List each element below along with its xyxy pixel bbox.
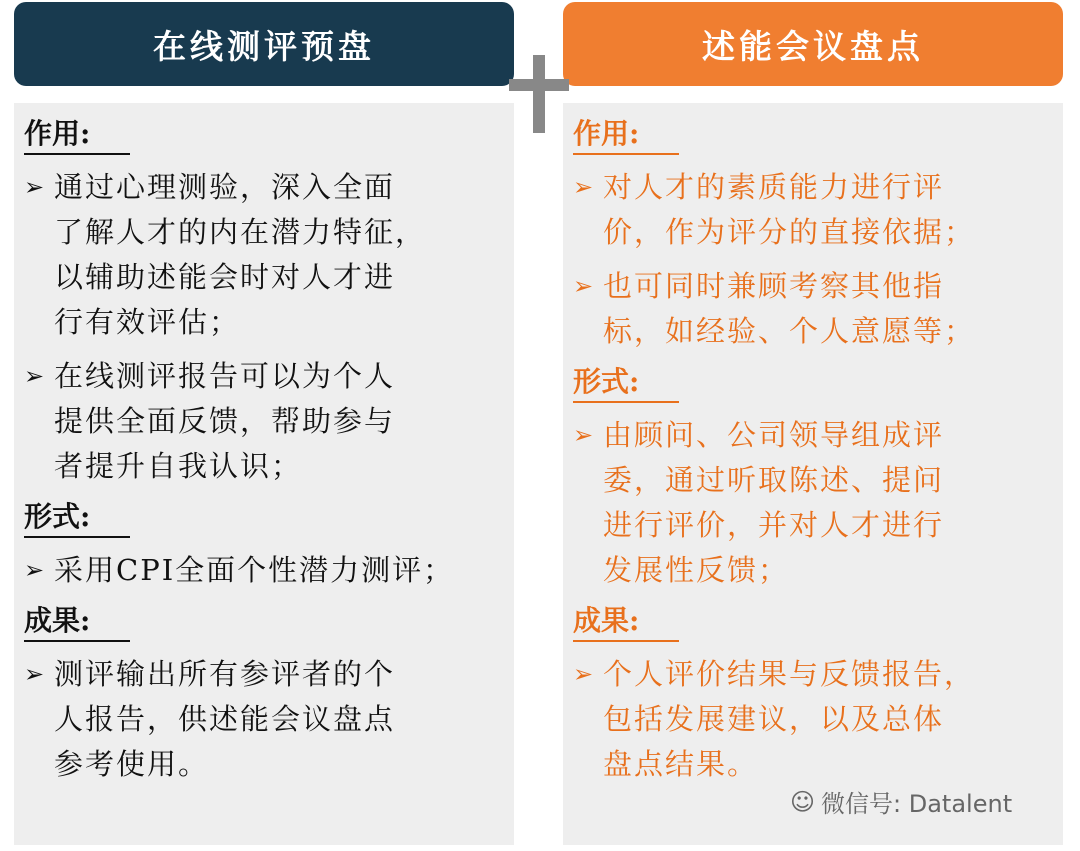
section-purpose <box>24 115 504 489</box>
bullet-text: 由顾问、公司领导组成评 委，通过听取陈述、提问 进行评价，并对人才进行 发展性反馈； <box>603 418 945 587</box>
wechat-icon: ☺ <box>790 787 816 816</box>
list-item <box>24 165 504 345</box>
bullet-text: 也可同时兼顾考察其他指 标，如经验、个人意愿等； <box>603 269 976 348</box>
arrow-bullet-icon: ➢ <box>24 556 45 584</box>
section-purpose <box>573 115 1053 354</box>
section-title: 成果: <box>573 602 679 642</box>
section-title: 成果: <box>24 602 130 642</box>
watermark-text: 微信号: Datalent <box>821 790 1013 818</box>
list-item <box>573 652 1053 787</box>
online-assessment-header: 在线测评预盘 <box>14 2 514 86</box>
bullet-text: 对人才的素质能力进行评 价，作为评分的直接依据； <box>603 170 976 249</box>
section-title: 作用: <box>24 115 130 155</box>
arrow-bullet-icon: ➢ <box>573 421 594 449</box>
online-assessment-panel <box>14 103 514 845</box>
plus-icon <box>509 55 569 115</box>
list-item <box>24 354 504 489</box>
section-title: 作用: <box>573 115 679 155</box>
wechat-watermark <box>790 784 1012 819</box>
arrow-bullet-icon: ➢ <box>573 272 594 300</box>
list-item <box>24 548 504 593</box>
section-title: 形式: <box>573 363 679 403</box>
list-item <box>573 264 1053 354</box>
review-meeting-header: 述能会议盘点 <box>563 2 1063 86</box>
section-results <box>24 602 504 787</box>
list-item <box>24 652 504 787</box>
arrow-bullet-icon: ➢ <box>24 362 45 390</box>
section-results <box>573 602 1053 787</box>
bullet-text: 采用CPI全面个性潜力测评； <box>54 553 455 587</box>
arrow-bullet-icon: ➢ <box>573 173 594 201</box>
bullet-text: 测评输出所有参评者的个 人报告，供述能会议盘点 参考使用。 <box>54 657 396 781</box>
bullet-text: 个人评价结果与反馈报告， 包括发展建议，以及总体 盘点结果。 <box>603 657 976 781</box>
review-meeting-panel <box>563 103 1063 845</box>
bullet-text: 在线测评报告可以为个人 提供全面反馈，帮助参与 者提升自我认识； <box>54 359 396 483</box>
arrow-bullet-icon: ➢ <box>24 173 45 201</box>
arrow-bullet-icon: ➢ <box>573 660 594 688</box>
section-format <box>573 363 1053 593</box>
section-format <box>24 498 504 593</box>
list-item <box>573 413 1053 593</box>
section-title: 形式: <box>24 498 130 538</box>
list-item <box>573 165 1053 255</box>
arrow-bullet-icon: ➢ <box>24 660 45 688</box>
bullet-text: 通过心理测验，深入全面 了解人才的内在潜力特征， 以辅助述能会时对人才进 行有效评估； <box>54 170 427 339</box>
